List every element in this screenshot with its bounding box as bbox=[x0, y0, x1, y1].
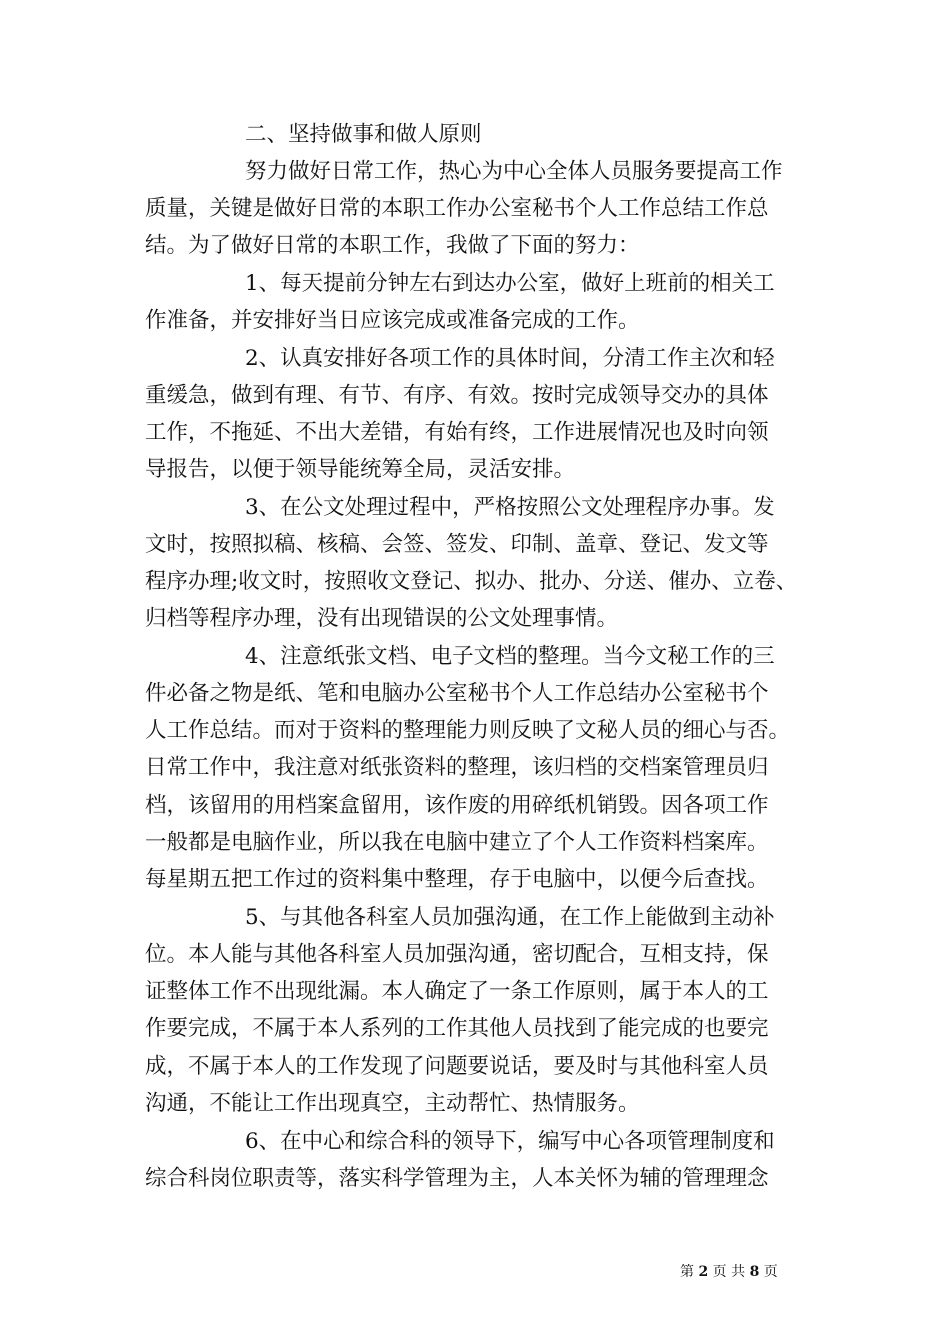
paragraph-line: 重缓急，做到有理、有节、有序、有效。按时完成领导交办的具体 bbox=[145, 383, 769, 408]
paragraph-line: 每星期五把工作过的资料集中整理，存于电脑中，以便今后查找。 bbox=[145, 867, 769, 892]
page-footer bbox=[680, 1263, 880, 1281]
paragraph-line: 归档等程序办理，没有出现错误的公文处理事情。 bbox=[145, 606, 619, 631]
paragraph-line: 文时，按照拟稿、核稿、会签、签发、印制、盖章、登记、发文等 bbox=[145, 532, 769, 557]
paragraph-line: 质量，关键是做好日常的本职工作办公室秘书个人工作总结工作总 bbox=[145, 196, 769, 221]
footer-prefix: 第 bbox=[680, 1264, 694, 1280]
paragraph-line: 人工作总结。而对于资料的整理能力则反映了文秘人员的细心与否。 bbox=[145, 718, 791, 743]
paragraph-line: 沟通，不能让工作出现真空，主动帮忙、热情服务。 bbox=[145, 1091, 640, 1116]
paragraph-line: 1、每天提前分钟左右到达办公室，做好上班前的相关工 bbox=[245, 271, 775, 296]
paragraph-line: 导报告，以便于领导能统筹全局，灵活安排。 bbox=[145, 457, 576, 482]
section-heading: 二、坚持做事和做人原则 bbox=[245, 122, 482, 147]
paragraph-line: 努力做好日常工作，热心为中心全体人员服务要提高工作 bbox=[245, 159, 783, 184]
paragraph-line: 综合科岗位职责等，落实科学管理为主，人本关怀为辅的管理理念 bbox=[145, 1166, 769, 1191]
paragraph-line: 证整体工作不出现纰漏。本人确定了一条工作原则，属于本人的工 bbox=[145, 979, 769, 1004]
footer-page-number: 2 bbox=[698, 1264, 709, 1280]
paragraph-line: 2、认真安排好各项工作的具体时间，分清工作主次和轻 bbox=[245, 346, 775, 371]
footer-total-pages: 8 bbox=[749, 1264, 760, 1280]
paragraph-line: 档，该留用的用档案盒留用，该作废的用碎纸机销毁。因各项工作 bbox=[145, 793, 769, 818]
paragraph-line: 成，不属于本人的工作发现了问题要说话，要及时与其他科室人员 bbox=[145, 1054, 769, 1079]
paragraph-line: 4、注意纸张文档、电子文档的整理。当今文秘工作的三 bbox=[245, 644, 775, 669]
paragraph-line: 工作，不拖延、不出大差错，有始有终，工作进展情况也及时向领 bbox=[145, 420, 769, 445]
paragraph-line: 一般都是电脑作业，所以我在电脑中建立了个人工作资料档案库。 bbox=[145, 830, 769, 855]
paragraph-line: 结。为了做好日常的本职工作，我做了下面的努力： bbox=[145, 233, 640, 258]
paragraph-line: 作准备，并安排好当日应该完成或准备完成的工作。 bbox=[145, 308, 640, 333]
paragraph-line: 3、在公文处理过程中，严格按照公文处理程序办事。发 bbox=[245, 495, 775, 520]
footer-suffix: 页 bbox=[763, 1264, 778, 1280]
paragraph-line: 作要完成，不属于本人系列的工作其他人员找到了能完成的也要完 bbox=[145, 1016, 769, 1041]
footer-middle: 页 共 bbox=[712, 1264, 746, 1280]
paragraph-line: 日常工作中，我注意对纸张资料的整理，该归档的交档案管理员归 bbox=[145, 755, 769, 780]
paragraph-line: 5、与其他各科室人员加强沟通，在工作上能做到主动补 bbox=[245, 905, 775, 930]
paragraph-line: 件必备之物是纸、笔和电脑办公室秘书个人工作总结办公室秘书个 bbox=[145, 681, 769, 706]
paragraph-line: 位。本人能与其他各科室人员加强沟通，密切配合，互相支持，保 bbox=[145, 942, 769, 967]
paragraph-line: 6、在中心和综合科的领导下，编写中心各项管理制度和 bbox=[245, 1129, 775, 1154]
paragraph-line: 程序办理;收文时，按照收文登记、拟办、批办、分送、催办、立卷、 bbox=[145, 569, 798, 594]
